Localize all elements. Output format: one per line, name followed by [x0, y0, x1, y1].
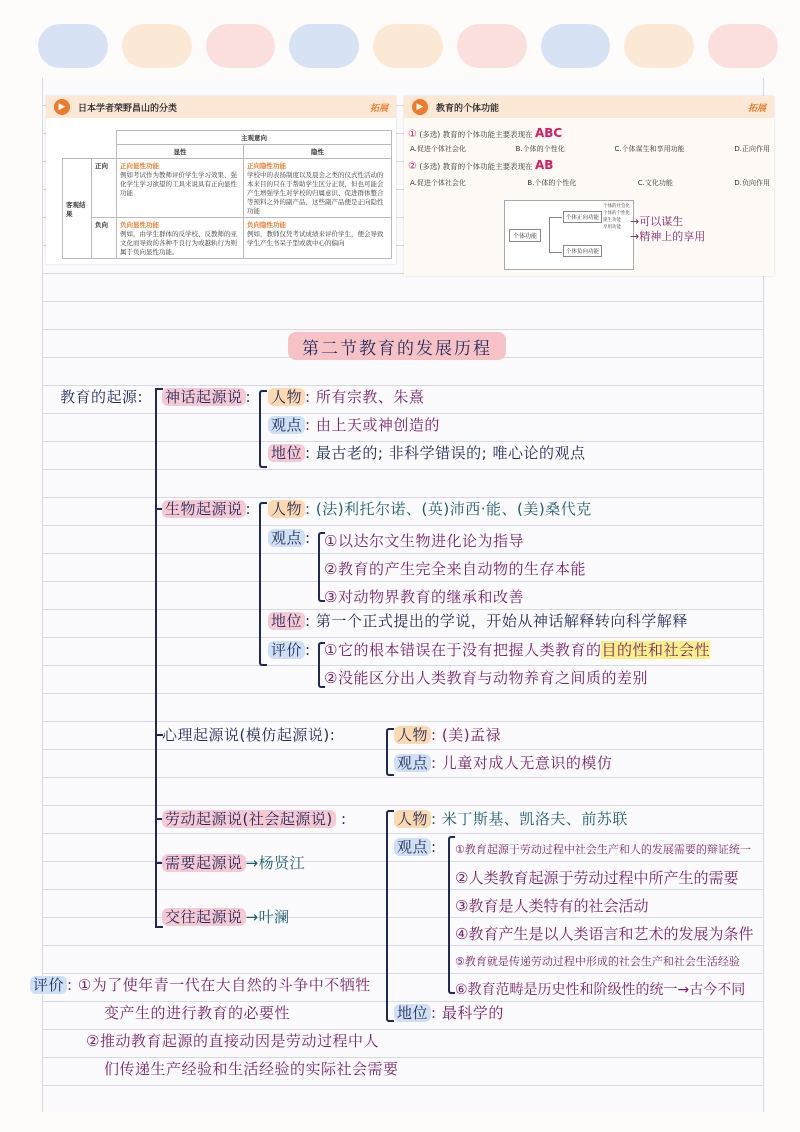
cell-text: 学校中的表扬制度以及晨会之类的仪式性活动的本来目的只在于帮助学生区分正误，但也可能会产生增强学生对学校的归属意识、促进群体整合等预料之外的副产品，这些副产品便是正向隐性功能 [247, 171, 384, 215]
clipping-tag: 拓展 [369, 103, 388, 114]
cell-text: 例如考试作为教师评价学生学习效果、强化学生学习欲望的工具来说具有正向显性功能 [120, 171, 237, 197]
bio-status-value: : 第一个正式提出的学说，开始从神话解释转向科学解释 [305, 612, 688, 630]
cell-pos-explicit [117, 159, 244, 218]
need-theory [162, 852, 305, 873]
labor-theory: 劳动起源说(社会起源说) : [162, 808, 347, 829]
tree-leaf: 谋生功能 [603, 218, 621, 223]
question-text: (多选) 教育的个体功能主要表现在 [419, 162, 533, 171]
myth-person [268, 386, 424, 407]
label-view: 观点 [268, 529, 305, 547]
bio-eval-1-highlight: 目的性和社会性 [601, 641, 710, 659]
tree-leaf: 个体的社会化 [603, 204, 630, 209]
option: A.促进个体社会化 [410, 179, 466, 187]
cell-text: 例如，由学生群体的反学校、反教师的亚文化而导致的各种不良行为或越轨行为则属于负向显性功能。 [120, 230, 237, 256]
table-head-explicit: 显性 [117, 145, 244, 159]
need-author: →杨贤江 [245, 854, 306, 872]
table-row-negative: 负向 [92, 218, 117, 259]
tree-leaf: 个体的个性化 [603, 211, 630, 216]
option: D.正向作用 [734, 145, 770, 153]
cell-title: 正向隐性功能 [247, 162, 286, 170]
label-person: 人物 [394, 726, 431, 744]
option: A.促进个体社会化 [410, 145, 466, 153]
labor-bracket [386, 810, 394, 1022]
label-eval: 评价 [30, 976, 67, 994]
answer-mark: AB [535, 158, 554, 172]
table-row-group: 客观结果 [63, 159, 92, 259]
label-view: 观点 [268, 416, 305, 434]
dot [457, 24, 527, 68]
decorative-dots [38, 24, 778, 68]
bio-bracket [259, 502, 267, 666]
root-label: 教育的起源: [60, 388, 144, 406]
trunk-line [155, 388, 157, 928]
dot [541, 24, 611, 68]
clipping-individual-function [404, 96, 774, 276]
clipping-title: 教育的个体功能 [436, 103, 500, 114]
bio-eval-1 [324, 639, 710, 660]
table-head-implicit: 隐性 [244, 145, 392, 159]
tree-leaves [603, 203, 630, 231]
psy-view-value: : 儿童对成人无意识的模仿 [431, 754, 613, 772]
bio-view-item: ③对动物界教育的继承和改善 [324, 588, 524, 606]
tree-leaf: 享用功能 [603, 225, 621, 230]
dot [206, 24, 276, 68]
myth-theory: 神话起源说 : [162, 386, 251, 407]
psy-view [394, 752, 612, 773]
circle-2-icon: ② [408, 161, 417, 172]
final-eval-text: : ①为了使年青一代在大自然的斗争中不牺牲 [67, 976, 371, 994]
need-theory-name: 需要起源说 [162, 854, 246, 872]
label-status: 地位 [268, 612, 305, 630]
comm-theory [162, 906, 290, 927]
myth-status [268, 442, 585, 463]
cell-neg-explicit [117, 218, 244, 259]
note-2: →精神上的享用 [630, 230, 706, 243]
cell-neg-implicit [244, 218, 392, 259]
bio-person [268, 498, 592, 519]
label-view: 观点 [394, 838, 431, 856]
clipping-header [404, 96, 774, 118]
circle-1-icon: ① [408, 129, 417, 140]
label-person: 人物 [268, 500, 305, 518]
bio-person-value: : (法)利托尔诺、(英)沛西·能、(美)桑代克 [305, 500, 592, 518]
bio-view-item: ①以达尔文生物进化论为指导 [324, 532, 524, 550]
option: C.个体谋生和享用功能 [614, 145, 685, 153]
note-1: →可以谋生 [630, 215, 684, 228]
bio-theory: 生物起源说 : [162, 498, 251, 519]
handwritten-notes [630, 214, 705, 244]
labor-view-bracket [448, 836, 455, 994]
psy-person-value: : (美)孟禄 [431, 726, 502, 744]
bio-eval: 评价 : [268, 639, 311, 660]
final-eval-line-4: 们传递生产经验和生活经验的实际社会需要 [104, 1060, 399, 1078]
table-row-positive: 正向 [92, 159, 117, 218]
psy-bracket [386, 728, 394, 776]
option: B.个体的个性化 [527, 179, 577, 187]
bio-view-list [324, 527, 586, 611]
dot [289, 24, 359, 68]
label-status: 地位 [394, 1004, 431, 1022]
labor-person-value: : 米丁斯基、凯洛夫、前苏联 [431, 810, 628, 828]
clipping-tag: 拓展 [747, 103, 766, 114]
arrow-icon: ▶ [412, 99, 428, 115]
final-eval-line-1 [30, 974, 371, 995]
bio-eval-2: ②没能区分出人类教育与动物养育之间质的差别 [324, 669, 648, 687]
tree-node-positive: 个体正向功能 [563, 211, 602, 223]
option: D.负向作用 [734, 179, 770, 187]
labor-person [394, 808, 628, 829]
labor-view-item: ③教育是人类特有的社会活动 [455, 897, 649, 915]
myth-person-value: : 所有宗教、朱熹 [305, 388, 425, 406]
label-person: 人物 [268, 388, 305, 406]
note-text: 可以谋生 [639, 215, 684, 228]
clipping-header [46, 96, 396, 118]
option: C.文化功能 [637, 179, 673, 187]
final-eval-line-3: ②推动教育起源的直接动因是劳动过程中人 [86, 1032, 379, 1050]
dot [624, 24, 694, 68]
bio-view: 观点 : [268, 527, 311, 548]
dot [38, 24, 108, 68]
myth-view-value: : 由上天或神创造的 [305, 416, 440, 434]
labor-view-item: ①教育起源于劳动过程中社会生产和人的发展需要的辩证统一 [455, 843, 751, 856]
answer-mark: ABC [535, 126, 563, 140]
labor-theory-name: 劳动起源说(社会起源说) [162, 810, 336, 828]
cell-title: 正向显性功能 [120, 162, 159, 170]
question-text: (多选) 教育的个体功能主要表现在 [419, 130, 533, 139]
psy-theory: 心理起源说(模仿起源说): [162, 726, 336, 744]
clipping-function-classification [46, 96, 396, 264]
labor-view-item: ②人类教育起源于劳动过程中所产生的需要 [455, 869, 739, 887]
labor-view-list [455, 836, 753, 1004]
bio-theory-name: 生物起源说 [162, 500, 246, 518]
option: B.个体的个性化 [515, 145, 565, 153]
labor-view: 观点 : [394, 836, 437, 857]
psy-person [394, 724, 501, 745]
function-table [62, 130, 392, 259]
cell-title: 负向显性功能 [120, 221, 159, 229]
note-text: 精神上的享用 [639, 230, 706, 243]
bio-status [268, 610, 688, 631]
labor-view-item: ⑤教育就是传递劳动过程中形成的社会生产和社会生活经验 [455, 955, 740, 968]
labor-view-item: ④教育产生是以人类语言和艺术的发展为条件 [455, 925, 754, 943]
myth-bracket [259, 390, 267, 468]
myth-status-value: : 最古老的; 非科学错误的; 唯心论的观点 [305, 444, 586, 462]
cell-title: 负向隐性功能 [247, 221, 286, 229]
labor-status [394, 1002, 504, 1023]
tree-node-negative: 个体负向功能 [563, 245, 602, 257]
myth-theory-name: 神话起源说 [162, 388, 246, 406]
clipping-title: 日本学者荣野昌山的分类 [78, 103, 178, 114]
question-2-options [410, 178, 770, 188]
labor-status-value: : 最科学的 [431, 1004, 504, 1022]
dot [373, 24, 443, 68]
function-tree [504, 200, 634, 270]
table-head-main: 主观意向 [117, 131, 392, 145]
question-1 [408, 126, 562, 140]
labor-view-item: ⑥教育范畴是历史性和阶级性的统一→古今不同 [455, 982, 746, 998]
label-eval: 评价 [268, 641, 305, 659]
comm-author: →叶澜 [245, 908, 290, 926]
dot [708, 24, 778, 68]
arrow-icon: ▶ [54, 99, 70, 115]
section-title: 第二节教育的发展历程 [288, 332, 506, 360]
question-1-options [410, 144, 770, 154]
bio-view-item: ②教育的产生完全来自动物的生存本能 [324, 560, 586, 578]
tree-root: 个体功能 [509, 229, 541, 242]
label-view: 观点 [394, 754, 431, 772]
label-status: 地位 [268, 444, 305, 462]
final-eval-line-2: 变产生的进行教育的必要性 [104, 1004, 291, 1022]
cell-text: 例如，教师仅凭考试成绩来评价学生，便会导致学生产生书呆子型或就中心的偏向 [247, 230, 384, 247]
psy-theory-name: 心理起源说(模仿起源说) [162, 726, 330, 744]
bio-eval-1-text: ①它的根本错误在于没有把握人类教育的 [324, 641, 602, 659]
label-person: 人物 [394, 810, 431, 828]
cell-pos-implicit [244, 159, 392, 218]
myth-view [268, 414, 440, 435]
question-2 [408, 158, 553, 172]
comm-theory-name: 交往起源说 [162, 908, 246, 926]
tree-connector [549, 217, 562, 253]
dot [122, 24, 192, 68]
